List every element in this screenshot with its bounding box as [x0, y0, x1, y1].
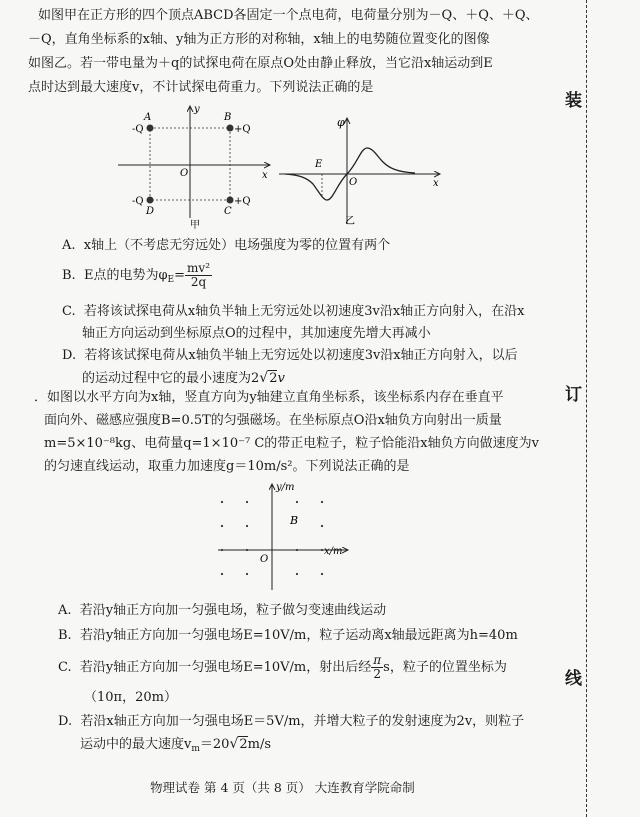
option-letter: C. — [58, 660, 72, 675]
q1-option-b — [62, 262, 212, 294]
charge-label-a: -Q — [132, 124, 144, 135]
origin-label: O — [349, 177, 358, 188]
option-text: E点的电势为φ — [83, 268, 168, 283]
binding-char-xian: 线 — [565, 669, 582, 689]
figure-jia — [110, 100, 280, 230]
option-letter: B. — [58, 628, 72, 643]
fraction — [185, 262, 212, 289]
q2-line-3: m=5×10⁻⁸kg、电荷量q=1×10⁻⁷ C的带正电粒子，粒子恰能沿x轴负方向做速度为v — [44, 436, 539, 451]
q1-option-c — [62, 302, 525, 344]
option-text: 若沿y轴正方向加一匀强电场，粒子做匀变速曲线运动 — [79, 603, 387, 618]
x-label: x — [262, 170, 268, 181]
numerator: π — [373, 653, 382, 667]
q1-option-d: D. 若将该试探电荷从x轴负半轴上无穷远处以初速度3v沿x轴正方向射入，以后 的运动过程中它的最小速度为2√2v — [62, 348, 518, 386]
label-d: D — [146, 206, 155, 217]
q2-line-2: 面向外、磁感应强度B=0.5T的匀强磁场。在坐标原点O沿x轴负方向射出一质量 — [44, 413, 502, 428]
q1-line-1: 如图甲在正方形的四个顶点ABCD各固定一个点电荷，电荷量分别为－Q、＋Q、＋Q、 — [38, 8, 539, 23]
y-label: y/m — [276, 482, 295, 493]
subscript: m — [191, 744, 200, 754]
x-label: x — [433, 178, 439, 189]
figure-q2 — [210, 478, 360, 596]
charge-c — [227, 197, 234, 204]
binding-dashed-line — [586, 0, 587, 817]
origin-label: O — [180, 168, 189, 179]
x-label: x/m — [324, 546, 343, 557]
option-letter: B. — [62, 268, 76, 283]
option-text: 若沿y轴正方向加一匀强电场E=10V/m，射出后经 — [79, 660, 372, 675]
charge-b — [227, 125, 234, 132]
option-text: x轴上（不考虑无穷远处）电场强度为零的位置有两个 — [83, 238, 391, 253]
denominator: 2q — [190, 275, 207, 289]
equals: = — [174, 268, 186, 283]
option-letter: A. — [62, 238, 76, 253]
option-letter: D. — [62, 348, 77, 363]
caption-jia: 甲 — [190, 220, 200, 230]
charge-label-b: +Q — [234, 124, 251, 135]
option-unit: v — [277, 371, 285, 386]
option-text-2: 的运动过程中它的最小速度为2 — [82, 371, 260, 386]
radicand: 2 — [239, 737, 248, 752]
q2-option-c — [58, 654, 507, 708]
caption-yi: 乙 — [345, 216, 355, 227]
q1-line-4: 点时达到最大速度v，不计试探电荷重力。下列说法正确的是 — [28, 80, 374, 95]
fraction — [371, 654, 383, 681]
label-e: E — [315, 159, 323, 170]
option-text: 若将该试探电荷从x轴负半轴上无穷远处以初速度3v沿x轴正方向射入，以后 — [84, 348, 518, 363]
option-letter: C. — [62, 304, 76, 319]
option-letter: A. — [58, 603, 72, 618]
label-b: B — [224, 112, 232, 123]
q2-option-a — [58, 601, 386, 621]
label-c: C — [224, 206, 232, 217]
label-a: A — [144, 112, 152, 123]
denominator: 2 — [373, 667, 382, 681]
origin-label: O — [260, 554, 269, 565]
equals-value: ＝20 — [199, 737, 230, 752]
charge-label-c: +Q — [234, 196, 251, 207]
q1-option-a — [62, 236, 390, 256]
b-label: B — [290, 514, 299, 527]
q2-line-1: ．如图以水平方向为x轴，竖直方向为y轴建立直角坐标系，该坐标系内存在垂直平 — [34, 390, 504, 405]
q2-stem — [34, 388, 539, 477]
q2-option-d: D. 若沿x轴正方向加一匀强电场E＝5V/m，并增大粒子的发射速度为2v，则粒子 运动中的最大速度$v_m=20√2m/s$ — [58, 714, 525, 754]
option-text-2: （10π，20m） — [84, 690, 177, 705]
binding-char-zhuang: 装 — [565, 91, 582, 111]
numerator: mv² — [187, 261, 210, 275]
q1-line-3: 如图乙。若一带电量为＋q的试探电荷在原点O处由静止释放，当它沿x轴运动到E — [28, 56, 493, 71]
option-unit: m/s — [247, 737, 272, 752]
q2-line-4: 的匀速直线运动，取重力加速度g＝10m/s²。下列说法正确的是 — [44, 459, 410, 474]
option-text-2: 轴正方向运动到坐标原点O的过程中，其加速度先增大再减小 — [82, 326, 431, 341]
option-text-tail: s，粒子的位置坐标为 — [383, 660, 507, 675]
q1-line-2: －Q，直角坐标系的x轴、y轴为正方形的对称轴，x轴上的电势随位置变化的图像 — [28, 32, 490, 47]
charge-a — [147, 125, 154, 132]
binding-char-ding: 订 — [565, 385, 582, 405]
option-text: 若沿y轴正方向加一匀强电场E=10V/m，粒子运动离x轴最远距离为h=40m — [79, 628, 518, 643]
phi-label: φ — [337, 116, 345, 129]
page-footer: 物理试卷 第 4 页（共 8 页） 大连教育学院命制 — [150, 780, 415, 795]
charge-d — [147, 197, 154, 204]
option-text: 若将该试探电荷从x轴负半轴上无穷远处以初速度3v沿x轴正方向射入，在沿x — [83, 304, 525, 319]
q2-option-b — [58, 626, 518, 646]
figure-yi — [275, 112, 450, 237]
y-label: y — [194, 104, 200, 115]
radicand: 2 — [269, 371, 278, 386]
charge-label-d: -Q — [132, 196, 144, 207]
option-text-2: 运动中的最大速度v — [80, 737, 192, 752]
subscript: E — [167, 275, 175, 285]
q1-stem — [28, 6, 539, 98]
option-text: 若沿x轴正方向加一匀强电场E＝5V/m，并增大粒子的发射速度为2v，则粒子 — [80, 714, 525, 729]
option-letter: D. — [58, 714, 73, 729]
